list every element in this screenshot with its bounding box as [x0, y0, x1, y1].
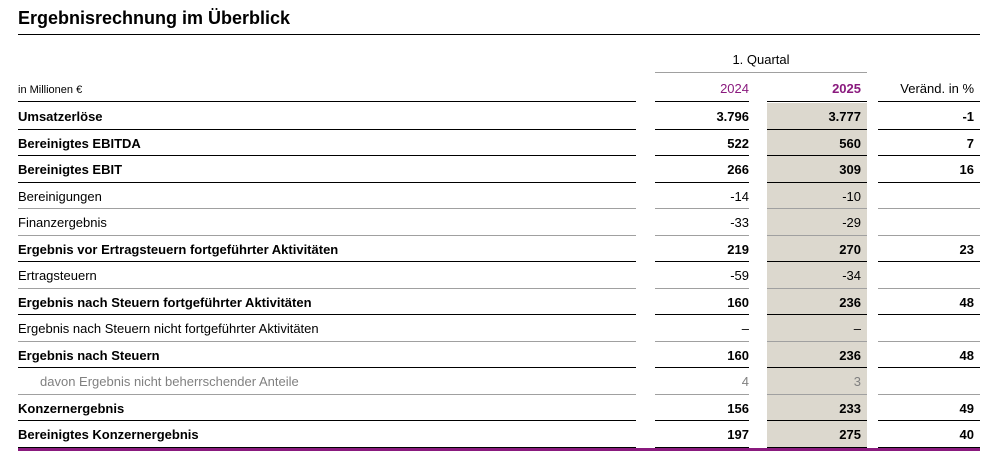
table-row	[0, 156, 998, 183]
header-divider-label	[18, 101, 636, 102]
row-label: Ergebnis nach Steuern nicht fortgeführter Aktivitäten	[18, 321, 319, 336]
value-2025: 233	[839, 400, 861, 416]
value-2024: 160	[727, 294, 749, 310]
table-row	[0, 342, 998, 369]
value-2024: 156	[727, 400, 749, 416]
row-label: Ergebnis nach Steuern	[18, 347, 160, 363]
row-label: Bereinigtes Konzernergebnis	[18, 427, 199, 442]
table-bottom-rule	[18, 448, 980, 451]
value-2025: -34	[842, 268, 861, 283]
table-row	[0, 395, 998, 422]
value-2024: 4	[741, 374, 749, 389]
value-2025: -10	[842, 188, 861, 204]
value-2024: 522	[727, 135, 749, 151]
row-label: Bereinigtes EBITDA	[18, 135, 141, 151]
value-2024: 160	[727, 347, 749, 363]
row-label: Ergebnis vor Ertragsteuern fortgeführter Aktivitäten	[18, 241, 339, 257]
row-label: Ertragsteuern	[18, 268, 97, 283]
value-change: 48	[959, 294, 974, 310]
value-2025: 270	[839, 241, 861, 257]
table-row	[0, 236, 998, 263]
table-row	[0, 130, 998, 157]
value-2024: -33	[730, 215, 749, 230]
value-2024: 219	[727, 241, 749, 257]
value-2024: –	[741, 321, 749, 336]
value-2024: -14	[730, 188, 749, 204]
header-divider-2025	[767, 101, 867, 102]
row-label: Konzernergebnis	[18, 400, 125, 416]
value-2025: 275	[839, 427, 861, 442]
value-change: 23	[959, 241, 974, 257]
value-change: 49	[959, 400, 974, 416]
value-2025: 236	[839, 294, 861, 310]
unit-label: in Millionen €	[18, 84, 83, 96]
value-change: -1	[962, 109, 974, 124]
value-2024: 3.796	[716, 109, 749, 124]
row-label: Finanzergebnis	[18, 215, 107, 230]
value-2025: 560	[839, 135, 861, 151]
value-change: 40	[959, 427, 974, 442]
column-header-change: Veränd. in %	[900, 81, 974, 96]
table-row	[0, 103, 998, 130]
row-label: Bereinigungen	[18, 188, 102, 204]
page-title: Ergebnisrechnung im Überblick	[18, 8, 291, 28]
row-label: Ergebnis nach Steuern fortgeführter Aktivitäten	[18, 294, 312, 310]
table-row	[0, 209, 998, 236]
value-2025: –	[853, 321, 861, 336]
table-row	[0, 262, 998, 289]
table-row	[0, 421, 998, 448]
column-header-2025: 2025	[832, 81, 861, 96]
title-divider	[18, 34, 980, 35]
table-row	[0, 368, 998, 395]
row-label: davon Ergebnis nicht beherrschender Anteile	[40, 374, 299, 389]
value-2025: 3.777	[828, 109, 861, 124]
value-2025: 3	[853, 374, 861, 389]
value-2025: 236	[839, 347, 861, 363]
value-2025: 309	[839, 162, 861, 177]
row-label: Bereinigtes EBIT	[18, 162, 123, 177]
column-header-2024: 2024	[720, 81, 749, 96]
value-2024: 266	[727, 162, 749, 177]
header-divider-2024	[655, 101, 749, 102]
period-divider	[655, 72, 867, 73]
period-header: 1. Quartal	[732, 52, 790, 67]
table-row	[0, 289, 998, 316]
value-2024: 197	[727, 427, 749, 442]
value-2024: -59	[730, 268, 749, 283]
value-change: 7	[966, 135, 974, 151]
table-row	[0, 183, 998, 210]
value-change: 16	[959, 162, 974, 177]
value-change: 48	[959, 347, 974, 363]
value-2025: -29	[842, 215, 861, 230]
header-divider-change	[878, 101, 980, 102]
row-label: Umsatzerlöse	[18, 109, 103, 124]
table-row	[0, 315, 998, 342]
